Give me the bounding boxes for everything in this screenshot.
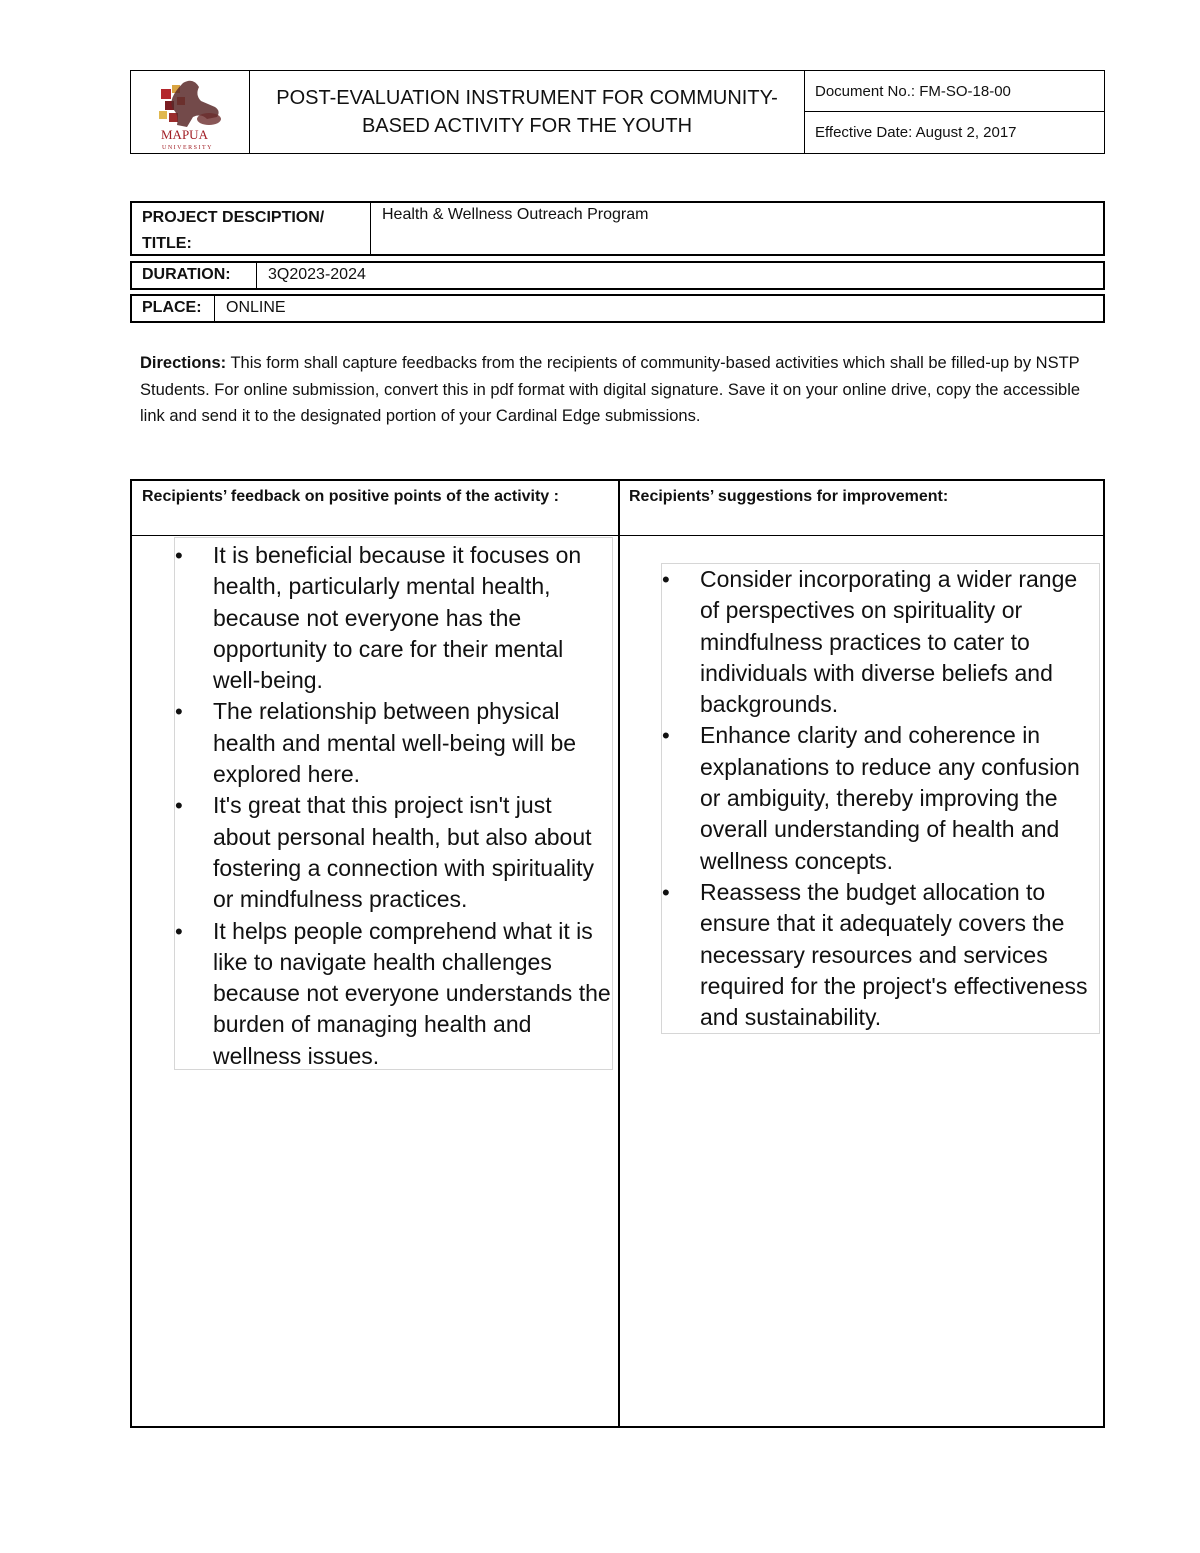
duration-value: 3Q2023-2024 (268, 266, 366, 283)
directions-text: This form shall capture feedbacks from the recipients of community-based activities which shall be filled-up by NSTP Students. For online submission, convert this in pdf format with digital signature. Save it on your online drive, copy the accessible link and send it to the designated portion of your Cardinal Edge submissions. (140, 354, 1081, 425)
suggestions-list-box (661, 563, 1100, 1034)
positive-feedback-list (175, 540, 612, 1072)
suggestions-list (662, 564, 1093, 1033)
project-description-label: PROJECT DESCIPTION/ TITLE: (132, 203, 371, 254)
positive-feedback-header: Recipients’ feedback on positive points of the activity : (132, 481, 618, 536)
improvement-header: Recipients’ suggestions for improvement: (619, 481, 1105, 536)
list-item: • It is beneficial because it focuses on health, particularly mental health, because not everyone has the opportunity to care for their mental well-being. (175, 540, 612, 696)
positive-feedback-list-box (174, 537, 613, 1070)
column-divider (618, 481, 620, 1426)
form-title: POST-EVALUATION INSTRUMENT FOR COMMUNITY-BASED ACTIVITY FOR THE YOUTH (250, 71, 805, 153)
directions-paragraph (140, 350, 1100, 430)
list-item: • It helps people comprehend what it is like to navigate health challenges because not everyone understands the burden of managing health and wellness issues. (175, 916, 612, 1072)
place-value: ONLINE (226, 299, 286, 316)
logo-subtext: UNIVERSITY (162, 145, 213, 151)
list-item: • The relationship between physical health and mental well-being will be explored here. (175, 696, 612, 790)
list-item: • Reassess the budget allocation to ensure that it adequately covers the necessary resources and services required for the project's effectiveness and sustainability. (662, 877, 1093, 1033)
duration-row (130, 261, 1105, 290)
logo-text: MAPUA (161, 127, 208, 142)
feedback-table (130, 479, 1105, 1428)
list-item: • Consider incorporating a wider range of perspectives on spirituality or mindfulness practices to cater to individuals with diverse beliefs and backgrounds. (662, 564, 1093, 720)
project-description-row (130, 201, 1105, 256)
list-item: • Enhance clarity and coherence in explanations to reduce any confusion or ambiguity, thereby improving the overall understanding of health and wellness concepts. (662, 720, 1093, 876)
duration-label: DURATION: (132, 263, 257, 288)
list-item: • It's great that this project isn't just about personal health, but also about fostering a connection with spirituality or mindfulness practices. (175, 790, 612, 915)
place-row (130, 294, 1105, 323)
logo-cell (131, 71, 250, 153)
effective-date: Effective Date: August 2, 2017 (815, 124, 1017, 141)
document-header (130, 70, 1105, 154)
place-label: PLACE: (132, 296, 215, 321)
document-number: Document No.: FM-SO-18-00 (805, 71, 1104, 112)
mapua-logo-icon (131, 71, 250, 153)
directions-label: Directions: (140, 354, 227, 372)
project-description-value: Health & Wellness Outreach Program (382, 206, 649, 223)
